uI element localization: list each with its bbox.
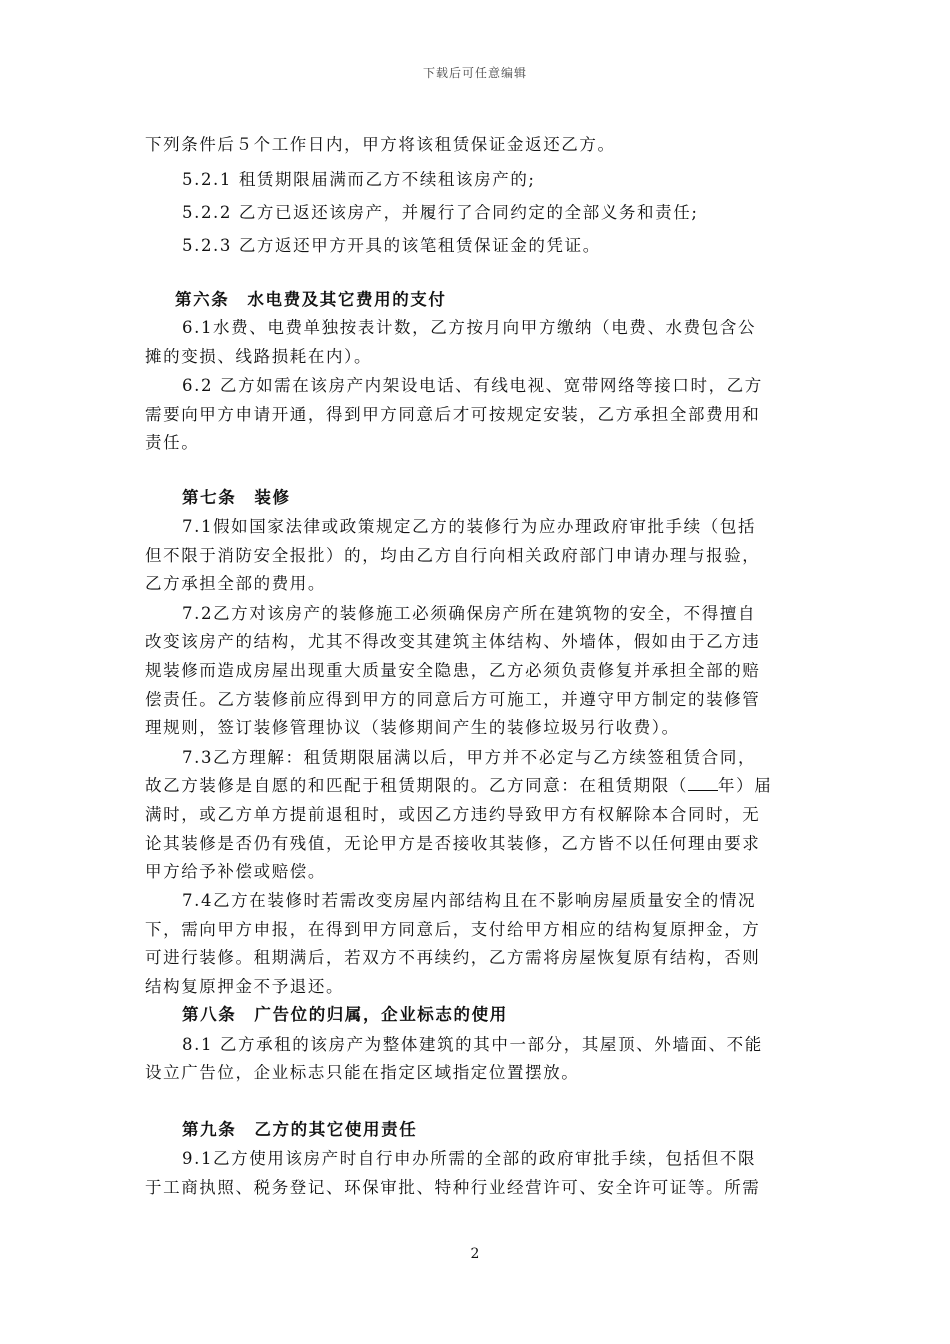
text-line: 摊的变损、线路损耗在内）。 bbox=[145, 347, 373, 366]
clause-7-1: 7.1假如国家法律或政策规定乙方的装修行为应办理政府审批手续（包括 bbox=[182, 517, 757, 536]
text-line: 改变该房产的结构，尤其不得改变其建筑主体结构、外墙体，假如由于乙方违 bbox=[145, 632, 761, 651]
clause-6-1: 6.1水费、电费单独按表计数，乙方按月向甲方缴纳（电费、水费包含公 bbox=[182, 318, 757, 337]
text-segment: 故乙方装修是自愿的和匹配于租赁期限的。乙方同意：在租赁期限（ bbox=[145, 776, 688, 795]
clause-8-1: 8.1 乙方承租的该房产为整体建筑的其中一部分，其屋顶、外墙面、不能 bbox=[182, 1035, 763, 1054]
text-line: 下列条件后５个工作日内，甲方将该租赁保证金返还乙方。 bbox=[145, 135, 616, 154]
article-8-heading: 第八条 广告位的归属，企业标志的使用 bbox=[182, 1005, 508, 1024]
text-line: 于工商执照、税务登记、环保审批、特种行业经营许可、安全许可证等。所需 bbox=[145, 1178, 761, 1197]
text-line: 设立广告位，企业标志只能在指定区域指定位置摆放。 bbox=[145, 1063, 580, 1082]
text-line: 但不限于消防安全报批）的，均由乙方自行向相关政府部门申请办理与报验， bbox=[145, 546, 761, 565]
page-header: 下载后可任意编辑 bbox=[422, 66, 527, 80]
text-line: 下，需向甲方申报，在得到甲方同意后，支付给甲方相应的结构复原押金，方 bbox=[145, 920, 761, 939]
clause-7-3: 7.3乙方理解：租赁期限届满以后，甲方并不必定与乙方续签租赁合同， bbox=[182, 748, 757, 767]
text-line: 甲方给予补偿或赔偿。 bbox=[145, 862, 326, 881]
article-6-heading: 第六条 水电费及其它费用的支付 bbox=[175, 290, 447, 309]
text-segment: 年）届 bbox=[718, 776, 773, 795]
text-line: 需要向甲方申请开通，得到甲方同意后才可按规定安装，乙方承担全部费用和 bbox=[145, 405, 761, 424]
article-9-heading: 第九条 乙方的其它使用责任 bbox=[182, 1120, 418, 1139]
text-line-with-blank bbox=[145, 776, 772, 796]
text-line: 理规则，签订装修管理协议（装修期间产生的装修垃圾另行收费）。 bbox=[145, 718, 680, 737]
clause-6-2: 6.2 乙方如需在该房产内架设电话、有线电视、宽带网络等接口时，乙方 bbox=[182, 376, 763, 395]
text-line: 规装修而造成房屋出现重大质量安全隐患，乙方必须负责修复并承担全部的赔 bbox=[145, 661, 761, 680]
article-7-heading: 第七条 装修 bbox=[182, 488, 291, 507]
text-line: 责任。 bbox=[145, 433, 200, 452]
text-line: 论其装修是否仍有残值，无论甲方是否接收其装修，乙方皆不以任何理由要求 bbox=[145, 834, 761, 853]
page-number: 2 bbox=[470, 1246, 480, 1262]
clause-7-2: 7.2乙方对该房产的装修施工必须确保房产所在建筑物的安全，不得擅自 bbox=[182, 604, 757, 623]
text-line: 满时，或乙方单方提前退租时，或因乙方违约导致甲方有权解除本合同时，无 bbox=[145, 805, 761, 824]
text-line: 结构复原押金不予退还。 bbox=[145, 977, 345, 996]
text-line: 偿责任。乙方装修前应得到甲方的同意后方可施工，并遵守甲方制定的装修管 bbox=[145, 690, 761, 709]
text-line: 可进行装修。租期满后，若双方不再续约，乙方需将房屋恢复原有结构，否则 bbox=[145, 948, 761, 967]
fill-in-blank bbox=[688, 776, 718, 791]
clause-5-2-1: 5.2.1 租赁期限届满而乙方不续租该房产的; bbox=[182, 170, 536, 189]
clause-7-4: 7.4乙方在装修时若需改变房屋内部结构且在不影响房屋质量安全的情况 bbox=[182, 891, 757, 910]
clause-9-1: 9.1乙方使用该房产时自行申办所需的全部的政府审批手续，包括但不限 bbox=[182, 1149, 757, 1168]
text-line: 乙方承担全部的费用。 bbox=[145, 574, 326, 593]
clause-5-2-3: 5.2.3 乙方返还甲方开具的该笔租赁保证金的凭证。 bbox=[182, 236, 601, 255]
clause-5-2-2: 5.2.2 乙方已返还该房产，并履行了合同约定的全部义务和责任; bbox=[182, 203, 699, 222]
